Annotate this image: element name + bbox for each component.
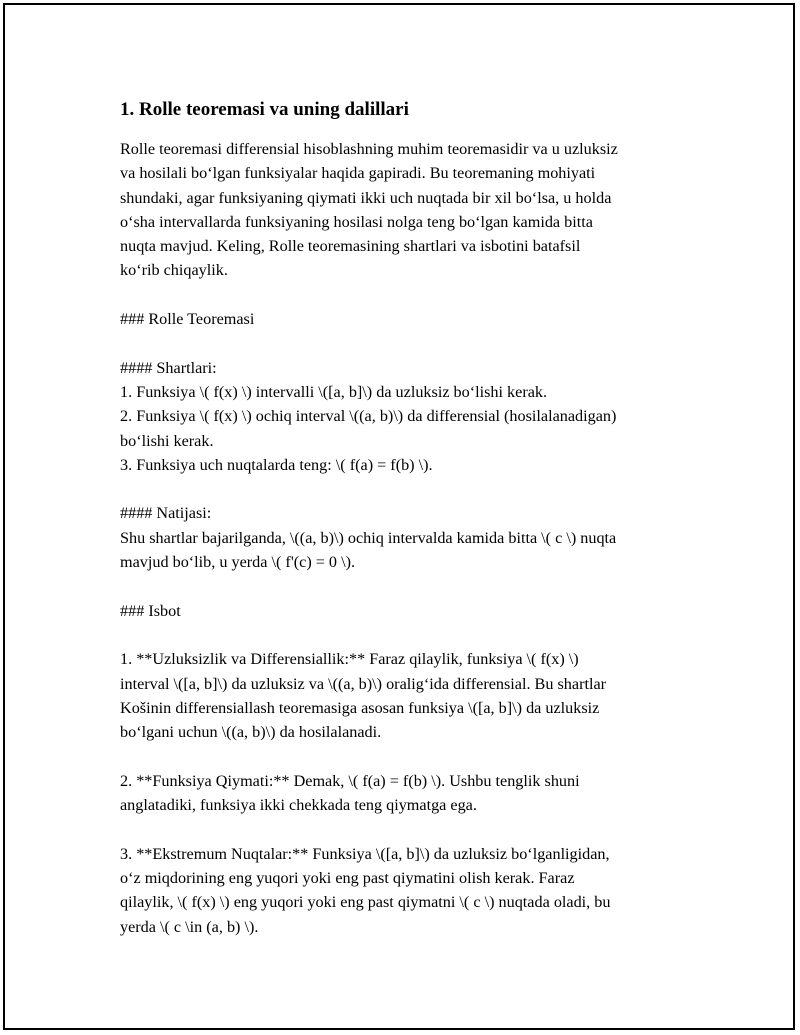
condition-line: 3. Funksiya uch nuqtalarda teng: \( f(a) = f(b) \). xyxy=(120,455,433,474)
proof-step-2-line: anglatadiki, funksiya ikki chekkada teng qiymatga ega. xyxy=(120,796,477,815)
proof-step-3-line: 3. **Ekstremum Nuqtalar:** Funksiya \([a, b]\) da uzluksiz boʻlganligidan, xyxy=(120,844,610,863)
document-body xyxy=(120,98,700,939)
text-line: nuqta mavjud. Keling, Rolle teoremasining shartlari va isbotini batafsil xyxy=(120,237,581,256)
text-line: koʻrib chiqaylik. xyxy=(120,261,228,280)
proof-step-1-line: Košinin differensiallash teoremasiga asosan funksiya \([a, b]\) da uzluksiz xyxy=(120,698,600,717)
proof-step-1-line: 1. **Uzluksizlik va Differensiallik:** Faraz qilaylik, funksiya \( f(x) \) xyxy=(120,650,579,669)
blank-line xyxy=(120,331,700,355)
proof-step-2-line: 2. **Funksiya Qiymati:** Demak, \( f(a) = f(b) \). Ushbu tenglik shuni xyxy=(120,771,580,790)
text-line: Rolle teoremasi differensial hisoblashning muhim teoremasidir va u uzluksiz xyxy=(120,140,618,158)
blank-line xyxy=(120,623,700,647)
section-heading-rolle: ### Rolle Teoremasi xyxy=(120,310,255,329)
proof-step-1-line: interval \([a, b]\) da uzluksiz va \((a, b)\) oraligʻida differensial. Bu shartlar xyxy=(120,674,607,693)
proof-step-3-line: oʻz miqdorining eng yuqori yoki eng past qiymatini olish kerak. Faraz xyxy=(120,868,575,887)
text-line: shundaki, agar funksiyaning qiymati ikki uch nuqtada bir xil boʻlsa, u holda xyxy=(120,188,612,207)
proof-step-1-line: boʻlgani uchun \((a, b)\) da hosilalanadi. xyxy=(120,723,382,742)
result-line: mavjud boʻlib, u yerda \( f'(c) = 0 \). xyxy=(120,553,356,572)
text-line: va hosilali boʻlgan funksiyalar haqida gapiradi. Bu teoremaning mohiyati xyxy=(120,164,596,183)
result-line: Shu shartlar bajarilganda, \((a, b)\) ochiq intervalda kamida bitta \( c \) nuqta xyxy=(120,528,617,547)
condition-line: boʻlishi kerak. xyxy=(120,431,214,450)
condition-line: 2. Funksiya \( f(x) \) ochiq interval \((a, b)\) da differensial (hosilalanadigan) xyxy=(120,407,617,426)
conditions-heading: #### Shartlari: xyxy=(120,358,217,377)
blank-line xyxy=(120,574,700,598)
page-frame xyxy=(3,3,795,1030)
intro-paragraph xyxy=(120,137,700,283)
blank-line xyxy=(120,817,700,841)
blank-line xyxy=(120,283,700,307)
text-line: oʻsha intervallarda funksiyaning hosilasi nolga teng boʻlgan kamida bitta xyxy=(120,212,593,231)
document-title: 1. Rolle teoremasi va uning dalillari xyxy=(120,99,409,120)
proof-step-3-line: yerda \( c \in (a, b) \). xyxy=(120,917,259,936)
section-heading-isbot: ### Isbot xyxy=(120,601,181,620)
result-heading: #### Natijasi: xyxy=(120,504,212,523)
proof-step-3-line: qilaylik, \( f(x) \) eng yuqori yoki eng past qiymatni \( c \) nuqtada oladi, bu xyxy=(120,893,611,912)
condition-line: 1. Funksiya \( f(x) \) intervalli \([a, b]\) da uzluksiz boʻlishi kerak. xyxy=(120,382,548,401)
blank-line xyxy=(120,744,700,768)
blank-line xyxy=(120,477,700,501)
